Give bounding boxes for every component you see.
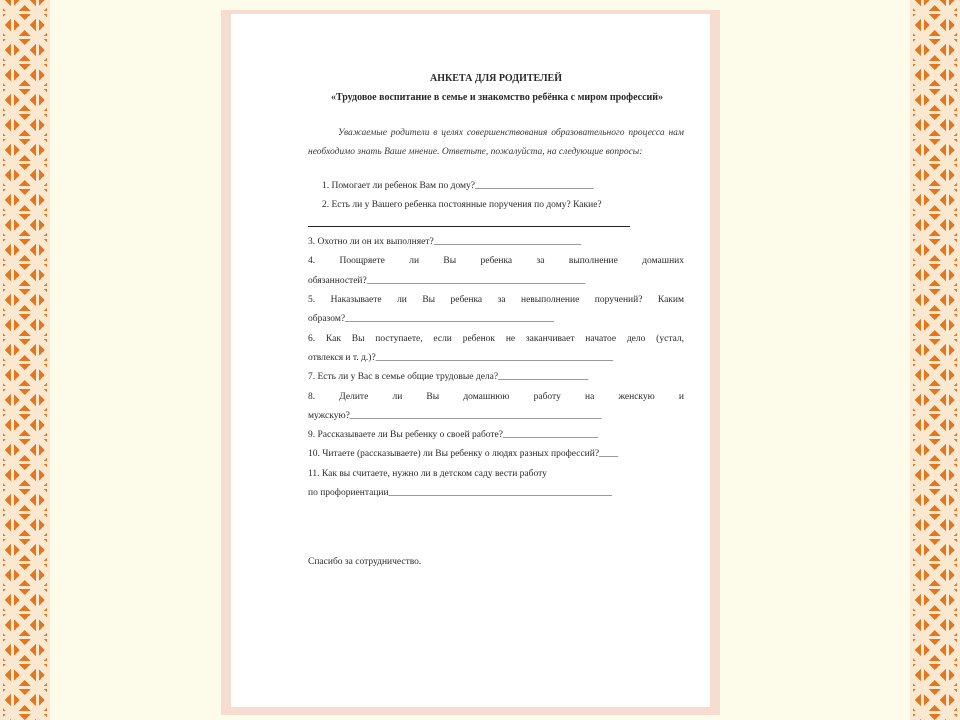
answer-line-2 xyxy=(308,226,630,227)
question-1: 1. Помогает ли ребенок Вам по дому?_________________________ xyxy=(322,180,594,191)
question-3: 3. Охотно ли он их выполняет?_______________________________ xyxy=(308,237,581,248)
document-subtitle: «Трудовое воспитание в семье и знакомство ребёнка с миром профессий» xyxy=(330,92,664,103)
question-11-cont: по профориентации_______________________________________________ xyxy=(308,488,612,499)
question-9: 9. Рассказываете ли Вы ребенку о своей работе?____________________ xyxy=(308,430,598,441)
document-content xyxy=(308,69,684,573)
question-8-cont: мужскую?_____________________________________________________ xyxy=(308,410,602,421)
document-page xyxy=(231,14,710,707)
document-frame xyxy=(221,10,720,715)
question-4-cont: обязанностей?______________________________________________ xyxy=(308,275,586,286)
question-7: 7. Есть ли у Вас в семье общие трудовые дела?___________________ xyxy=(308,372,589,383)
question-11: 11. Как вы считаете, нужно ли в детском саду вести работу xyxy=(308,468,547,479)
question-4: 4. Поощряете ли Вы ребенка за выполнение домашних xyxy=(308,256,684,267)
question-10: 10. Читаете (рассказываете) ли Вы ребенку о людях разных профессий?____ xyxy=(308,449,619,460)
question-5: 5. Наказываете ли Вы ребенка за невыполнение поручений? Каким xyxy=(308,295,684,306)
question-5-cont: образом?____________________________________________ xyxy=(308,314,555,325)
closing-text: Спасибо за сотрудничество. xyxy=(308,557,422,568)
question-2: 2. Есть ли у Вашего ребенка постоянные поручения по дому? Какие? xyxy=(322,199,602,210)
question-6: 6. Как Вы поступаете, если ребенок не заканчивает начатое дело (устал, xyxy=(308,333,684,344)
question-8: 8. Делите ли Вы домашнюю работу на женскую и xyxy=(308,391,684,402)
document-intro: Уважаемые родители в целях совершенствования образовательного процесса нам необходимо знать Ваше мнение. Ответьте, пожалуйста, на следующие вопросы: xyxy=(308,128,684,158)
question-6-cont: отвлекся и т. д.)?__________________________________________________ xyxy=(308,352,614,363)
right-ornament-border xyxy=(910,0,960,720)
document-title: АНКЕТА ДЛЯ РОДИТЕЛЕЙ xyxy=(430,73,562,84)
left-ornament-border xyxy=(0,0,50,720)
